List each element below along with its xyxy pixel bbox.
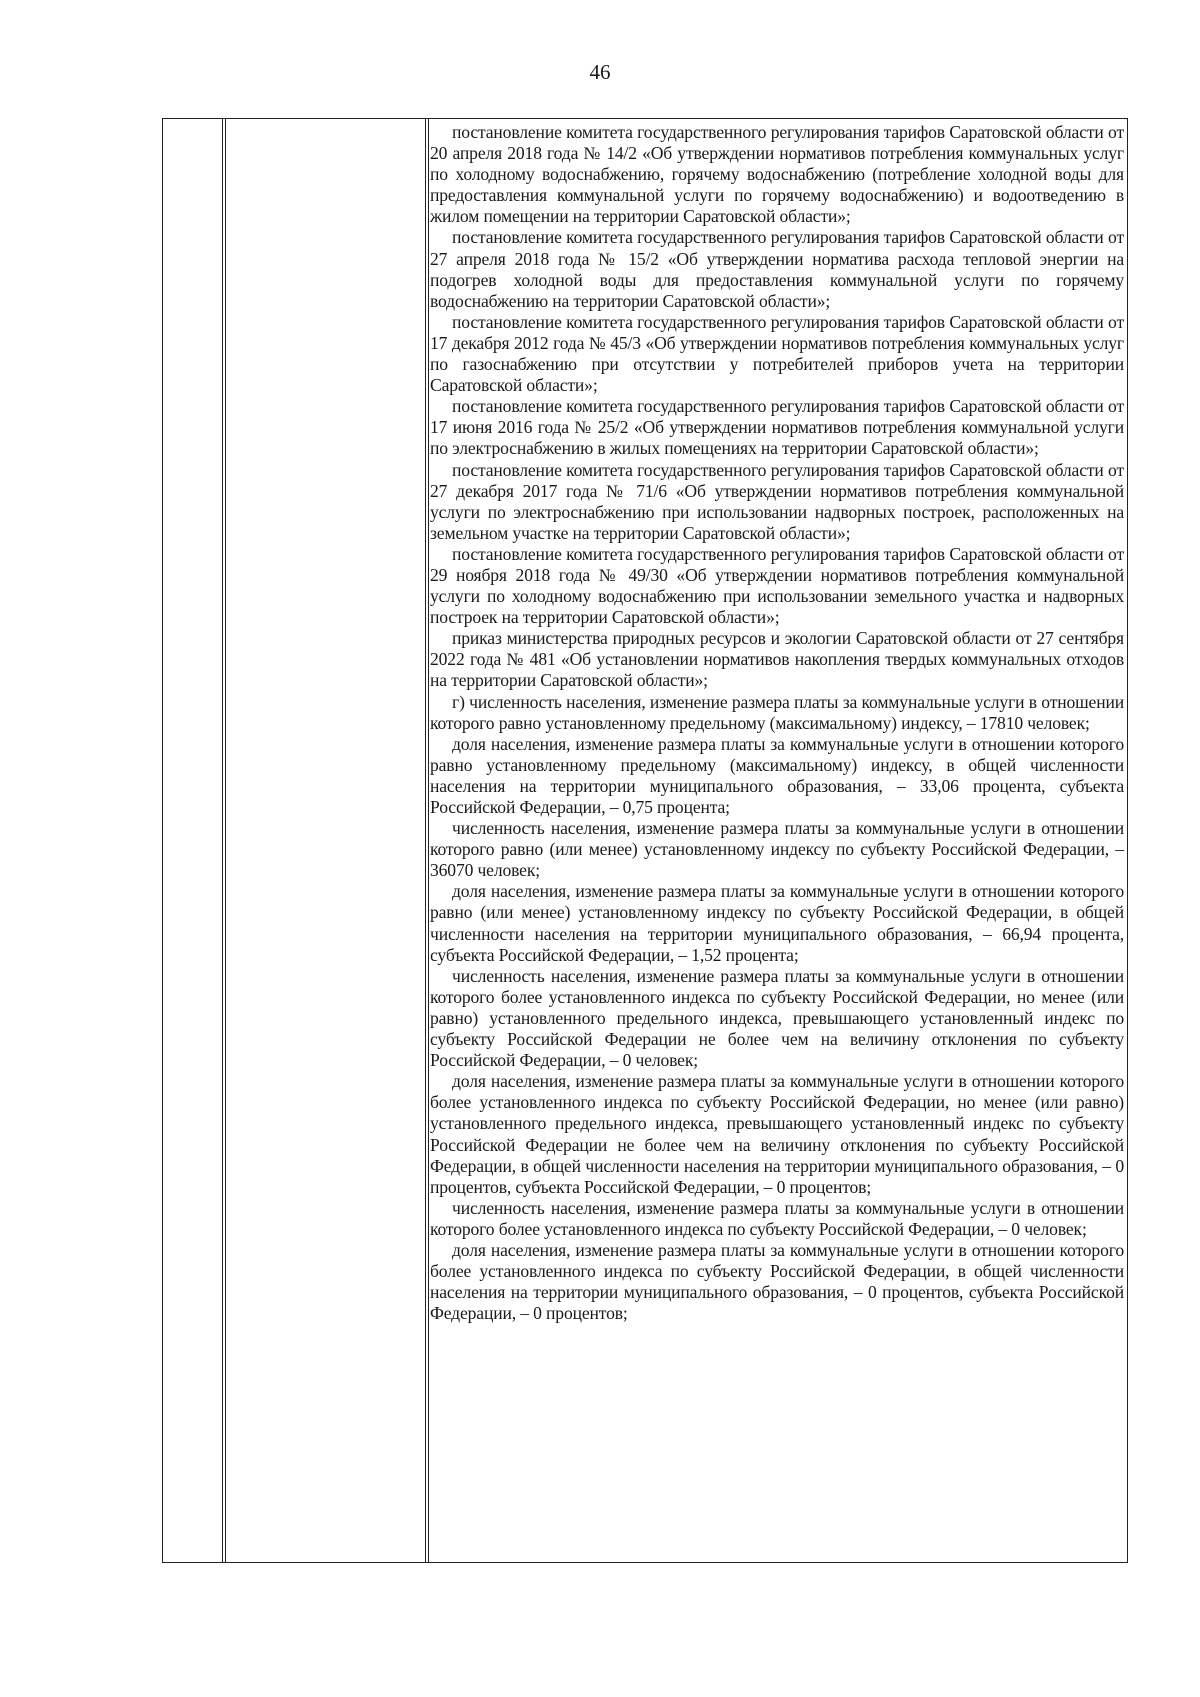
paragraph: постановление комитета государственного регулирования тарифов Саратовской области от 17 декабря 2012 года № 45/3 «Об утверждении нормативов потребления коммунальных услуг по газоснабжению при отсутствии у потребителей приборов учета на территории Саратовской области»; [430,311,1124,396]
paragraph: доля населения, изменение размера платы за коммунальные услуги в отношении которого более установленного индекса по субъекту Российской Федерации, в общей численности населения на территории муниципального образования, – 0 процентов, субъекта Российской Федерации, – 0 процентов; [430,1239,1124,1324]
paragraph: постановление комитета государственного регулирования тарифов Саратовской области от 27 апреля 2018 года № 15/2 «Об утверждении норматива расхода тепловой энергии на подогрев холодной воды для предоставления коммунальной услуги по горячему водоснабжению на территории Саратовской области»; [430,227,1124,311]
paragraph: доля населения, изменение размера платы за коммунальные услуги в отношении которого равно установленному предельному (максимальному) индексу, в общей численности населения на территории муниципального образования, – 33,06 процента, субъекта Российской Федерации, – 0,75 процента; [430,733,1124,817]
paragraph: приказ министерства природных ресурсов и экологии Саратовской области от 27 сентября 2022 года № 481 «Об установлении нормативов накопления твердых коммунальных отходов на территории Саратовской области»; [430,628,1124,691]
paragraph: постановление комитета государственного регулирования тарифов Саратовской области от 29 ноября 2018 года № 49/30 «Об утверждении нормативов потребления коммунальной услуги по холодному водоснабжению при использовании земельного участка и надворных построек на территории Саратовской области»; [430,543,1124,628]
page-number: 46 [589,60,611,84]
paragraph: постановление комитета государственного регулирования тарифов Саратовской области от 20 апреля 2018 года № 14/2 «Об утверждении нормативов потребления коммунальных услуг по холодному водоснабжению, горячему водоснабжению (потребление холодной воды для предоставления коммунальной услуги по горячему водоснабжению) и водоотведению в жилом помещении на территории Саратовской области»; [430,122,1124,227]
column-divider [222,119,223,1562]
paragraph: постановление комитета государственного регулирования тарифов Саратовской области от 17 июня 2016 года № 25/2 «Об утверждении нормативов потребления коммунальной услуги по электроснабжению в жилых помещениях на территории Саратовской области»; [430,396,1124,459]
text-column [430,122,1124,1324]
paragraph: доля населения, изменение размера платы за коммунальные услуги в отношении которого равно (или менее) установленному индексу по субъекту Российской Федерации, в общей численности населения на территории муниципального образования, – 66,94 процента, субъекта Российской Федерации, – 1,52 процента; [430,881,1124,965]
paragraph: численность населения, изменение размера платы за коммунальные услуги в отношении которого равно (или менее) установленному индексу по субъекту Российской Федерации, – 36070 человек; [430,818,1124,881]
paragraph: численность населения, изменение размера платы за коммунальные услуги в отношении которого более установленного индекса по субъекту Российской Федерации, – 0 человек; [430,1197,1124,1239]
column-divider [428,119,429,1562]
paragraph: г) численность населения, изменение размера платы за коммунальные услуги в отношении которого равно установленному предельному (максимальному) индексу, – 17810 человек; [430,691,1124,733]
column-divider [225,119,226,1562]
paragraph: доля населения, изменение размера платы за коммунальные услуги в отношении которого более установленного индекса по субъекту Российской Федерации, но менее (или равно) установленного предельного индекса, превышающего установленный индекс по субъекту Российской Федерации не более чем на величину отклонения по субъекту Российской Федерации, в общей численности населения на территории муниципального образования, – 0 процентов, субъекта Российской Федерации, – 0 процентов; [430,1071,1124,1197]
paragraph: постановление комитета государственного регулирования тарифов Саратовской области от 27 декабря 2017 года № 71/6 «Об утверждении нормативов потребления коммунальной услуги по электроснабжению при использовании надворных построек, расположенных на земельном участке на территории Саратовской области»; [430,459,1124,543]
paragraph: численность населения, изменение размера платы за коммунальные услуги в отношении которого более установленного индекса по субъекту Российской Федерации, но менее (или равно) установленного предельного индекса, превышающего установленный индекс по субъекту Российской Федерации не более чем на величину отклонения по субъекту Российской Федерации, – 0 человек; [430,965,1124,1071]
column-divider [425,119,426,1562]
document-table [162,118,1128,1563]
